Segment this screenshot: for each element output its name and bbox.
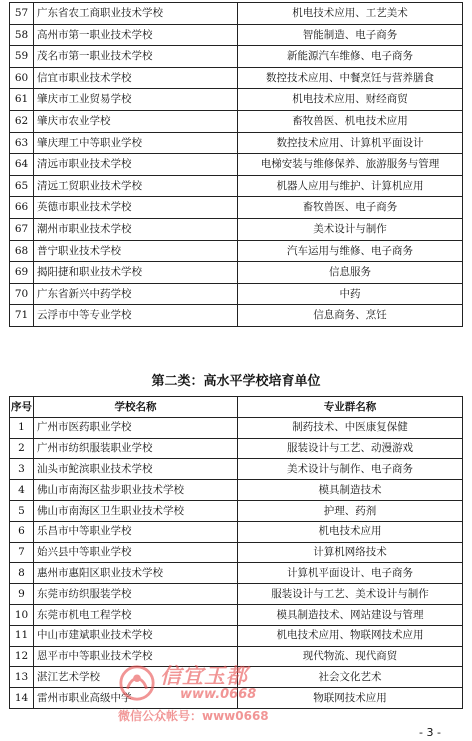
school-name: 雷州市职业高级中学	[34, 688, 238, 709]
row-number: 71	[10, 305, 34, 327]
major-group: 美术设计与制作、电子商务	[238, 459, 463, 480]
table-row	[10, 500, 463, 521]
row-number: 66	[10, 197, 34, 219]
major-group: 数控技术应用、计算机平面设计	[238, 132, 463, 154]
row-number: 11	[10, 625, 34, 646]
table-row	[10, 604, 463, 625]
row-number: 14	[10, 688, 34, 709]
row-number: 7	[10, 542, 34, 563]
row-number: 4	[10, 480, 34, 501]
school-name: 广州市纺织服装职业学校	[34, 438, 238, 459]
major-group: 服装设计与工艺、动漫游戏	[238, 438, 463, 459]
watermark-url: www.0668	[180, 687, 257, 702]
major-group: 模具制造技术、网站建设与管理	[238, 604, 463, 625]
major-group: 现代物流、现代商贸	[238, 646, 463, 667]
school-name: 佛山市南海区盐步职业技术学校	[34, 480, 238, 501]
school-name: 清远市职业技术学校	[34, 154, 238, 176]
table-row	[10, 240, 463, 262]
major-group: 服装设计与工艺、美术设计与制作	[238, 584, 463, 605]
major-group: 畜牧兽医、机电技术应用	[238, 110, 463, 132]
school-name: 茂名市第一职业技术学校	[34, 46, 238, 68]
row-number: 57	[10, 3, 34, 25]
school-name: 惠州市惠阳区职业技术学校	[34, 563, 238, 584]
school-name: 湛江艺术学校	[34, 667, 238, 688]
major-group: 智能制造、电子商务	[238, 24, 463, 46]
table-row	[10, 542, 463, 563]
table-row	[10, 688, 463, 709]
watermark-account: 微信公众帐号：www0668	[118, 709, 269, 723]
major-group: 畜牧兽医、电子商务	[238, 197, 463, 219]
school-name: 肇庆市工业贸易学校	[34, 89, 238, 111]
school-name: 中山市建斌职业技术学校	[34, 625, 238, 646]
school-name: 始兴县中等职业学校	[34, 542, 238, 563]
row-number: 70	[10, 283, 34, 305]
table-row	[10, 521, 463, 542]
row-number: 8	[10, 563, 34, 584]
school-name: 广东省新兴中药学校	[34, 283, 238, 305]
row-number: 65	[10, 175, 34, 197]
school-name: 恩平市中等职业技术学校	[34, 646, 238, 667]
school-name: 英德市职业技术学校	[34, 197, 238, 219]
major-group: 信息服务	[238, 262, 463, 284]
table-header-row	[10, 397, 463, 418]
row-number: 63	[10, 132, 34, 154]
watermark-brand: 信宜玉都	[160, 664, 248, 688]
major-group: 信息商务、烹饪	[238, 305, 463, 327]
major-group: 计算机网络技术	[238, 542, 463, 563]
table-row	[10, 563, 463, 584]
major-group: 模具制造技术	[238, 480, 463, 501]
table-row	[10, 459, 463, 480]
school-name: 揭阳捷和职业技术学校	[34, 262, 238, 284]
row-number: 60	[10, 67, 34, 89]
row-number: 58	[10, 24, 34, 46]
table-row	[10, 24, 463, 46]
row-number: 64	[10, 154, 34, 176]
table-row	[10, 3, 463, 25]
major-group: 物联网技术应用	[238, 688, 463, 709]
major-group: 机电技术应用、工艺美术	[238, 3, 463, 25]
table-row	[10, 175, 463, 197]
major-group: 中药	[238, 283, 463, 305]
school-name: 东莞市纺织服装学校	[34, 584, 238, 605]
major-group: 机器人应用与维护、计算机应用	[238, 175, 463, 197]
major-group: 美术设计与制作	[238, 218, 463, 240]
table-row	[10, 480, 463, 501]
school-name: 高州市第一职业技术学校	[34, 24, 238, 46]
table-row	[10, 67, 463, 89]
row-number: 68	[10, 240, 34, 262]
major-group: 数控技术应用、中餐烹饪与营养膳食	[238, 67, 463, 89]
major-group: 机电技术应用、财经商贸	[238, 89, 463, 111]
table-row	[10, 46, 463, 68]
school-name: 东莞市机电工程学校	[34, 604, 238, 625]
table-row	[10, 154, 463, 176]
table-row	[10, 262, 463, 284]
row-number: 5	[10, 500, 34, 521]
major-group: 机电技术应用	[238, 521, 463, 542]
row-number: 61	[10, 89, 34, 111]
header-school-name: 学校名称	[34, 397, 238, 418]
major-group: 社会文化艺术	[238, 667, 463, 688]
major-group: 计算机平面设计、电子商务	[238, 563, 463, 584]
row-number: 59	[10, 46, 34, 68]
row-number: 69	[10, 262, 34, 284]
major-group: 汽车运用与维修、电子商务	[238, 240, 463, 262]
table-row	[10, 438, 463, 459]
school-name: 佛山市南海区卫生职业技术学校	[34, 500, 238, 521]
row-number: 62	[10, 110, 34, 132]
table-row	[10, 218, 463, 240]
table-row	[10, 646, 463, 667]
school-name: 肇庆理工中等职业学校	[34, 132, 238, 154]
school-name: 清远工贸职业技术学校	[34, 175, 238, 197]
table-row	[10, 283, 463, 305]
row-number: 9	[10, 584, 34, 605]
school-name: 肇庆市农业学校	[34, 110, 238, 132]
table-row	[10, 197, 463, 219]
school-table-cultivation	[9, 396, 463, 709]
row-number: 10	[10, 604, 34, 625]
header-major-group: 专业群名称	[238, 397, 463, 418]
row-number: 12	[10, 646, 34, 667]
table-row	[10, 132, 463, 154]
school-name: 云浮市中等专业学校	[34, 305, 238, 327]
school-name: 广州市医药职业学校	[34, 417, 238, 438]
row-number: 67	[10, 218, 34, 240]
school-name: 乐昌市中等职业学校	[34, 521, 238, 542]
table-row	[10, 584, 463, 605]
major-group: 机电技术应用、物联网技术应用	[238, 625, 463, 646]
school-name: 广东省农工商职业技术学校	[34, 3, 238, 25]
school-name: 汕头市鮀滨职业技术学校	[34, 459, 238, 480]
school-name: 信宜市职业技术学校	[34, 67, 238, 89]
row-number: 1	[10, 417, 34, 438]
row-number: 6	[10, 521, 34, 542]
table-row	[10, 89, 463, 111]
major-group: 新能源汽车维修、电子商务	[238, 46, 463, 68]
table-row	[10, 417, 463, 438]
row-number: 2	[10, 438, 34, 459]
header-number: 序号	[10, 397, 34, 418]
section-title: 第二类：高水平学校培育单位	[151, 374, 321, 389]
table-row	[10, 305, 463, 327]
major-group: 制药技术、中医康复保健	[238, 417, 463, 438]
school-table-continued	[9, 2, 463, 327]
major-group: 护理、药剂	[238, 500, 463, 521]
row-number: 13	[10, 667, 34, 688]
table-row	[10, 625, 463, 646]
table-row	[10, 667, 463, 688]
table-row	[10, 110, 463, 132]
major-group: 电梯安装与维修保养、旅游服务与管理	[238, 154, 463, 176]
page-number: - 3 -	[419, 726, 441, 739]
school-name: 潮州市职业技术学校	[34, 218, 238, 240]
row-number: 3	[10, 459, 34, 480]
school-name: 普宁职业技术学校	[34, 240, 238, 262]
